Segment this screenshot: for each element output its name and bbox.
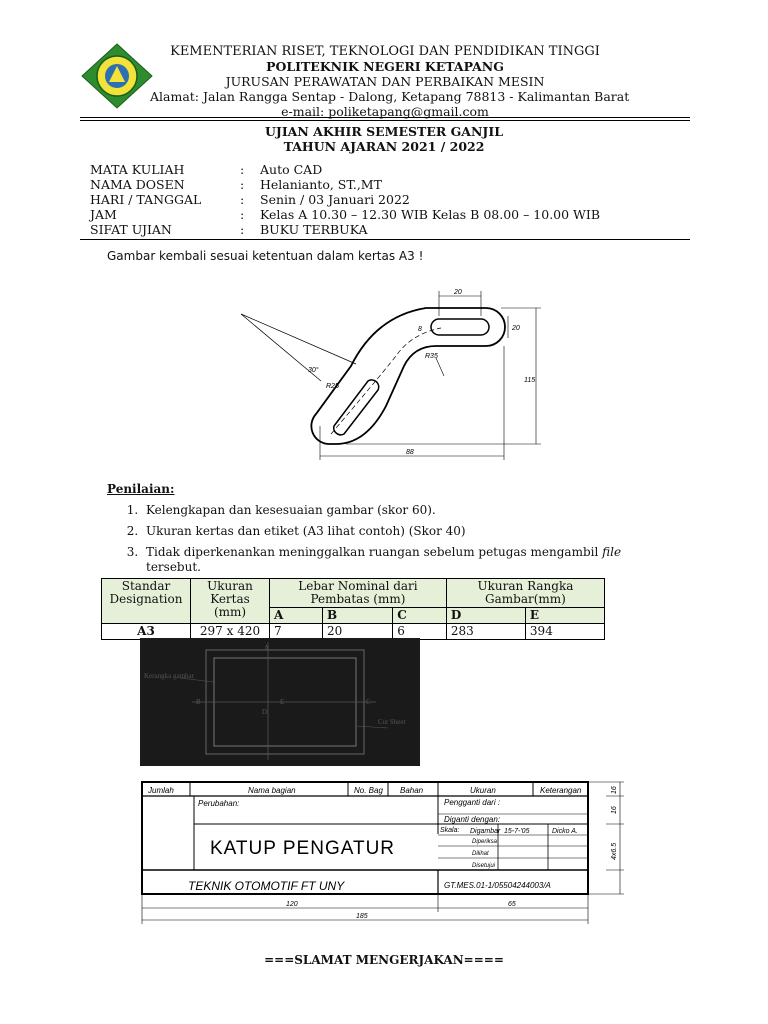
info-label: HARI / TANGGAL [90,192,202,207]
title-block [138,778,630,928]
subheader-b: B [322,608,392,624]
paper-size-table [101,578,605,640]
technical-drawing [236,286,556,464]
pengganti-label: Pengganti dari : [444,798,501,807]
perubahan-label: Perubahan: [198,799,240,808]
header-size: Ukuran Kertas (mm) [191,579,270,624]
info-row [90,207,600,222]
cell-c: 6 [393,624,447,640]
diganti-label: Diganti dengan: [444,815,501,824]
dim-r35: R35 [425,353,438,360]
info-label: NAMA DOSEN [90,177,185,192]
info-row [90,162,600,177]
info-value: Auto CAD [260,162,323,177]
info-sep: : [240,192,245,207]
info-row [90,192,600,207]
assessment-item: 2. Ukuran kertas dan etiket (A3 lihat contoh) (Skor 40) [142,521,692,542]
cell-a: 7 [270,624,323,640]
col-bahan: Bahan [400,786,424,795]
assessment-heading: Penilaian: [107,482,175,496]
dim-16a: 16 [611,786,618,794]
info-row [90,222,600,237]
assessment-item-continuation: tersebut. [146,560,201,574]
info-label: MATA KULIAH [90,162,185,177]
header-frame: Ukuran Rangka Gambar(mm) [446,579,604,608]
exam-year: TAHUN AJARAN 2021 / 2022 [283,139,485,154]
assessment-item-italic: file [602,545,622,559]
label-cut-sheet: Cut Sheet [378,718,406,726]
dilihat-label: Dilihat [472,851,489,857]
info-divider [80,239,690,240]
digambar-date: 15-7-'05 [504,828,530,835]
subheader-a: A [270,608,323,624]
col-ukuran: Ukuran [470,786,496,795]
cell-b: 20 [322,624,392,640]
subheader-d: D [446,608,525,624]
dim-angle-30: 30° [308,367,319,374]
dim-185: 185 [356,913,368,920]
table-header-row [102,579,605,608]
info-label: JAM [90,207,117,222]
drawing-code: GT.MES.01-1/05504244003/A [444,881,551,890]
dim-20-top: 20 [454,289,462,296]
frame-figure [140,638,420,766]
cell-standard: A3 [102,624,191,640]
assessment-item-text: Tidak diperkenankan meninggalkan ruangan sebelum petugas mengambil [146,545,599,559]
label-a: A [264,644,270,652]
dim-88: 88 [406,449,414,456]
dim-8: 8 [418,326,422,333]
institution-name: POLITEKNIK NEGERI KETAPANG [266,59,504,74]
skala-label: Skala: [440,827,460,834]
institution-label: TEKNIK OTOMOTIF FT UNY [188,879,345,893]
subheader-e: E [525,608,604,624]
label-d: D [262,708,268,716]
info-sep: : [240,177,245,192]
col-nama-bagian: Nama bagian [248,786,296,795]
info-sep: : [240,222,245,237]
assessment-item [142,542,692,575]
exam-title: UJIAN AKHIR SEMESTER GANJIL [265,124,503,139]
label-c: C [366,698,371,706]
header-divider [80,117,690,118]
info-sep: : [240,162,245,177]
exam-info [90,162,600,237]
digambar-name: Dicko A. [552,828,578,835]
dim-65: 65 [508,901,516,908]
label-e: E [280,698,285,706]
dim-r25: R25 [326,383,339,390]
col-keterangan: Keterangan [540,786,582,795]
subheader-c: C [393,608,447,624]
info-value: Helanianto, ST.,MT [260,177,382,192]
dim-115: 115 [524,377,536,384]
digambar-label: Digambar [470,828,501,835]
col-no-bag: No. Bag [354,786,383,795]
header-nominal: Lebar Nominal dari Pembatas (mm) [270,579,447,608]
header-standard: Standar Designation [102,579,191,624]
header-divider-thin [80,120,690,121]
assessment-list [112,500,692,575]
info-value: Kelas A 10.30 – 12.30 WIB Kelas B 08.00 – 10.00 WIB [260,207,601,222]
cell-size: 297 x 420 [191,624,270,640]
disetujui-label: Disetujui [472,863,496,869]
dim-20-side: 20 [512,325,520,332]
institution-logo [80,42,154,110]
department-name: JURUSAN PERAWATAN DAN PERBAIKAN MESIN [225,74,545,89]
cell-d: 283 [446,624,525,640]
assessment-item: 1. Kelengkapan dan kesesuaian gambar (skor 60). [142,500,692,521]
info-label: SIFAT UJIAN [90,222,172,237]
cell-e: 394 [525,624,604,640]
label-frame: Kerangka gambar [144,672,194,680]
institution-email: e-mail: poliketapang@gmail.com [281,104,489,119]
diperiksa-label: Diperiksa [472,839,498,845]
dim-4x6: 4x6.5 [611,842,618,860]
col-jumlah: Jumlah [148,786,174,795]
info-sep: : [240,207,245,222]
label-b: B [196,698,201,706]
dim-16b: 16 [611,806,618,814]
info-value: Senin / 03 Januari 2022 [260,192,410,207]
instruction-text: Gambar kembali sesuai ketentuan dalam kertas A3 ! [107,249,424,263]
drawing-title: KATUP PENGATUR [210,838,396,859]
closing-message: ===SLAMAT MENGERJAKAN==== [264,953,504,967]
dim-120: 120 [286,901,298,908]
institution-address: Alamat: Jalan Rangga Sentap - Dalong, Ketapang 78813 - Kalimantan Barat [150,89,630,104]
info-value: BUKU TERBUKA [260,222,368,237]
ministry-name: KEMENTERIAN RISET, TEKNOLOGI DAN PENDIDIKAN TINGGI [170,44,600,59]
info-row [90,177,600,192]
